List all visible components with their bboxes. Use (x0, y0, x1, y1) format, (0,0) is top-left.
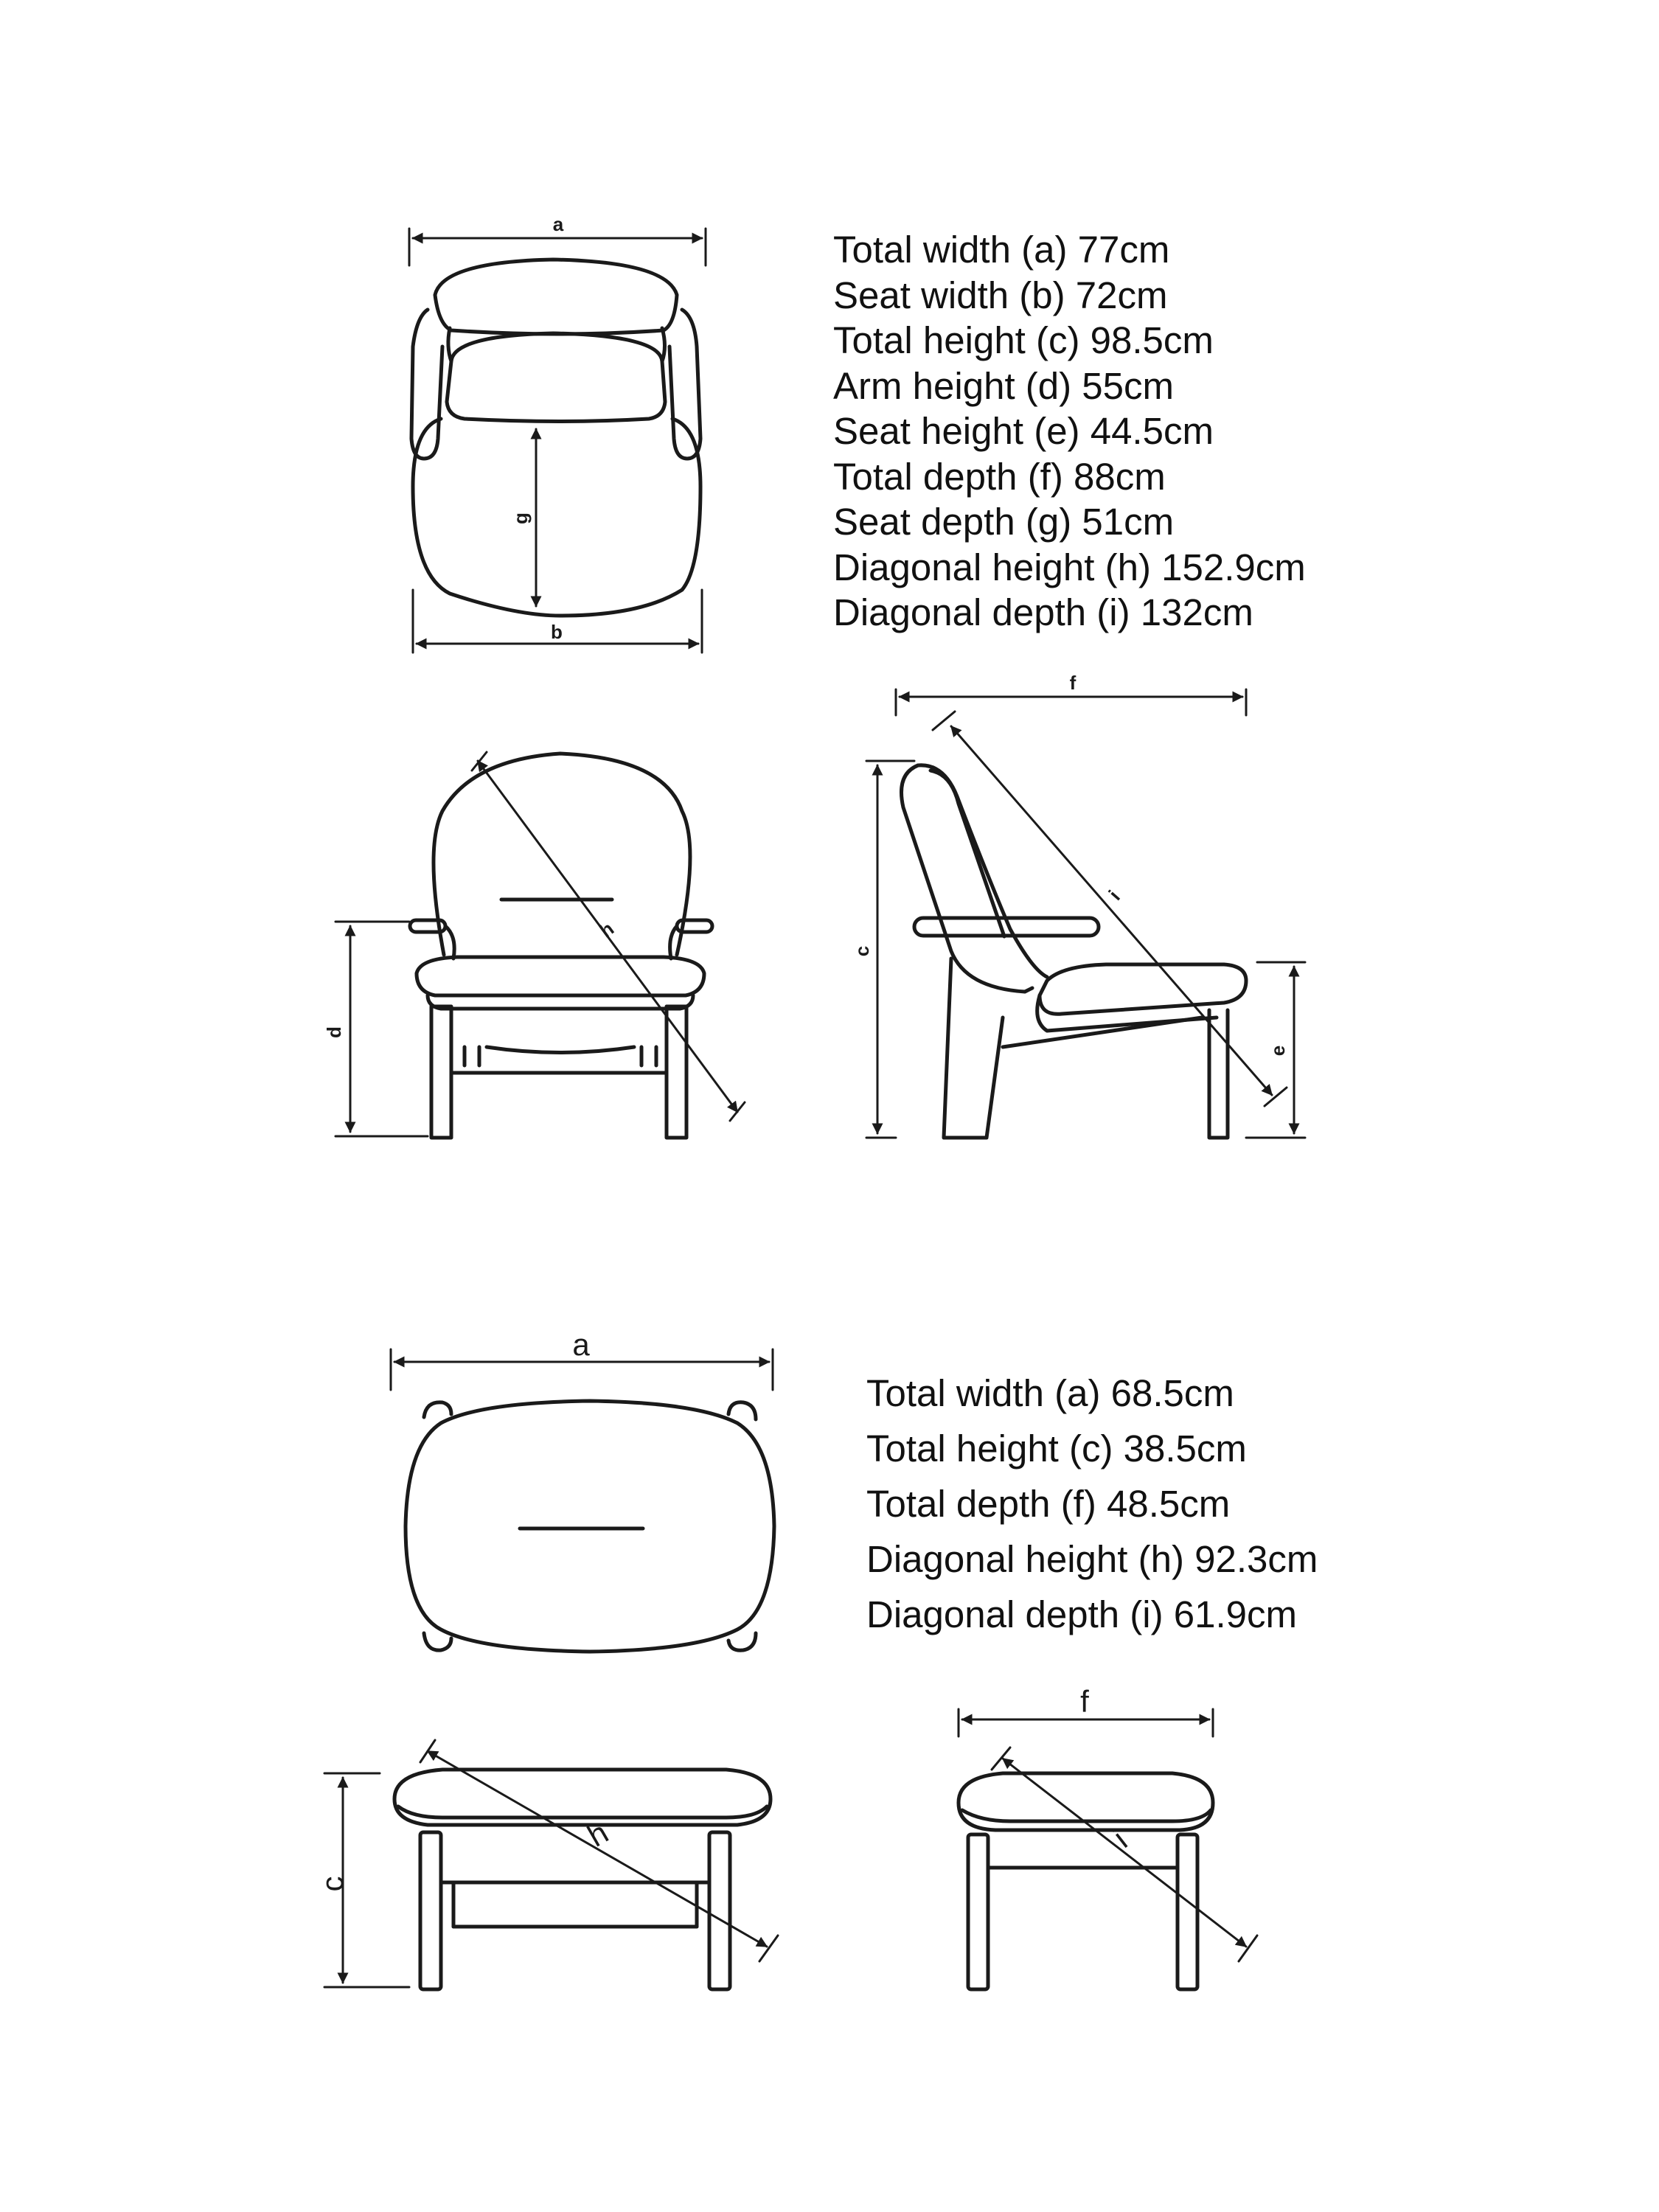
chair-side-view (851, 672, 1305, 1138)
chair-top-view (409, 213, 706, 653)
footstool-label-h: h (581, 1815, 614, 1854)
chair-label-b: b (551, 621, 563, 643)
spec-diagonal-depth: Diagonal depth (i) 132cm (833, 591, 1253, 633)
chair-dimension-list (833, 227, 1306, 636)
spec-total-width: Total width (a) 68.5cm (866, 1372, 1234, 1414)
spec-diagonal-height: Diagonal height (h) 92.3cm (866, 1538, 1318, 1580)
spec-diagonal-depth: Diagonal depth (i) 61.9cm (866, 1593, 1297, 1635)
chair-label-h: h (595, 917, 618, 942)
chair-label-c: c (851, 945, 873, 957)
chair-front-view (323, 752, 745, 1138)
footstool-top-view (391, 1327, 774, 1652)
spec-arm-height: Arm height (d) 55cm (833, 364, 1174, 407)
footstool-label-i: i (1106, 1823, 1134, 1854)
spec-total-height: Total height (c) 98.5cm (833, 319, 1214, 361)
footstool-label-f: f (1080, 1684, 1089, 1719)
spec-seat-depth: Seat depth (g) 51cm (833, 501, 1175, 543)
spec-seat-width: Seat width (b) 72cm (833, 274, 1168, 316)
spec-total-depth: Total depth (f) 88cm (833, 455, 1166, 498)
chair-label-d: d (323, 1026, 345, 1038)
chair-label-a: a (552, 213, 564, 235)
footstool-side-view (959, 1684, 1257, 1989)
chair-label-g: g (509, 512, 532, 524)
spec-total-height: Total height (c) 38.5cm (866, 1427, 1247, 1470)
footstool-dimension-list (866, 1366, 1318, 1642)
spec-total-width: Total width (a) 77cm (833, 229, 1170, 271)
spec-diagonal-height: Diagonal height (h) 152.9cm (833, 546, 1306, 588)
spec-seat-height: Seat height (e) 44.5cm (833, 410, 1214, 452)
chair-label-i: i (1104, 886, 1124, 905)
footstool-front-view (315, 1740, 778, 1989)
chair-label-f: f (1069, 672, 1077, 694)
footstool-label-a: a (572, 1327, 590, 1362)
spec-total-depth: Total depth (f) 48.5cm (866, 1483, 1231, 1525)
footstool-label-c: c (315, 1876, 349, 1892)
chair-label-e: e (1267, 1045, 1289, 1057)
